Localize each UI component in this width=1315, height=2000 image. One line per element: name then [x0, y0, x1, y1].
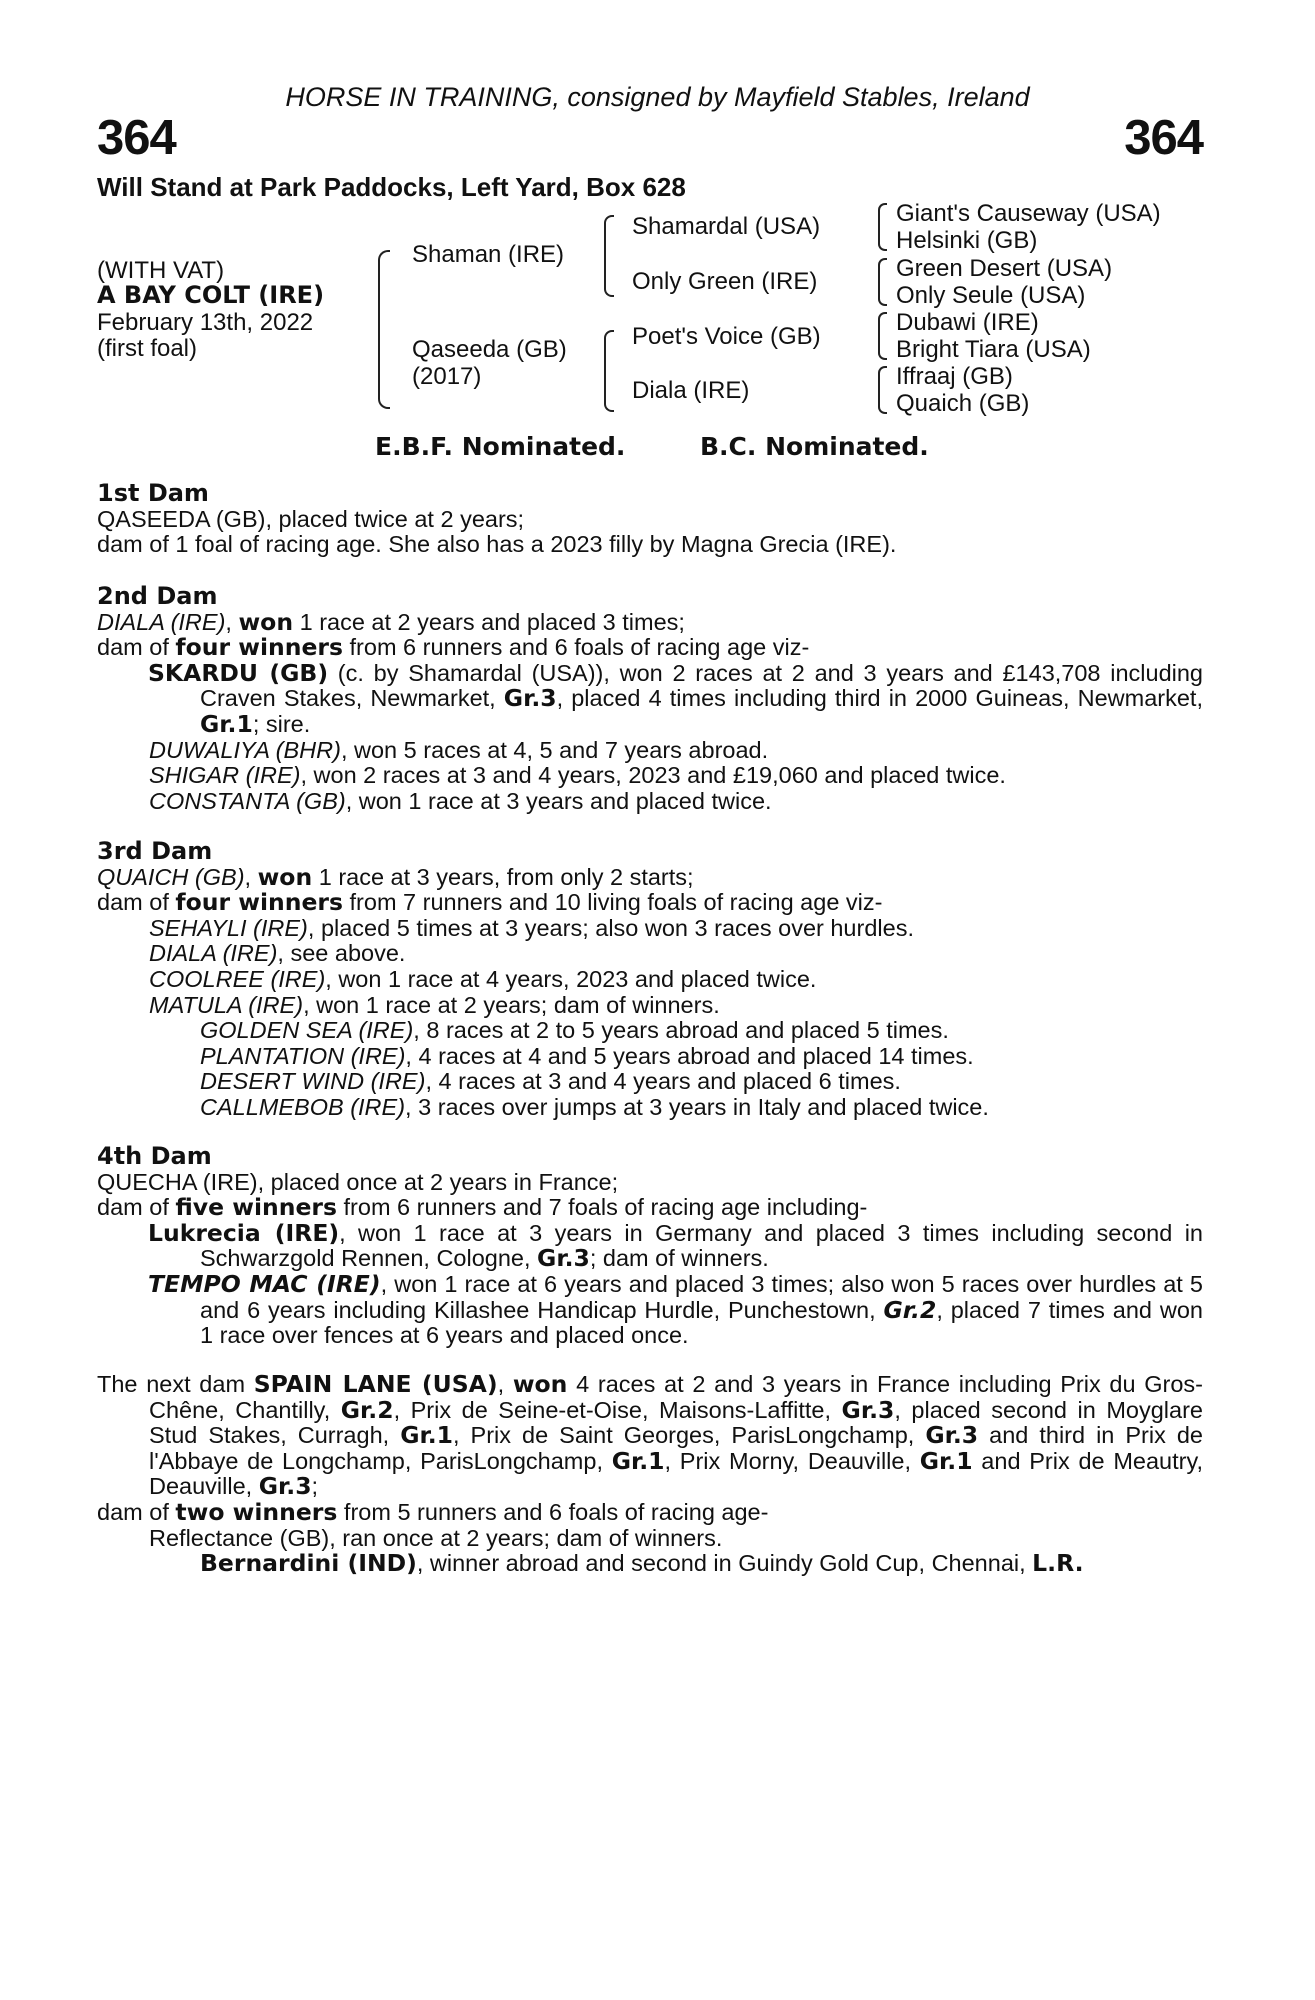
lot-number-right: 364	[1124, 111, 1203, 165]
next-dam-section	[97, 1372, 1203, 1577]
third-dam-heading: 3rd Dam	[97, 837, 213, 865]
coolree-entry: COOLREE (IRE), won 1 race at 4 years, 2023 and placed twice.	[149, 965, 817, 992]
golden-sea-entry: GOLDEN SEA (IRE), 8 races at 2 to 5 years abroad and placed 5 times.	[200, 1017, 949, 1044]
pedigree-brace-g1	[878, 203, 887, 251]
next-dam-produce: dam of two winners from 5 runners and 6 foals of racing age-	[97, 1497, 769, 1526]
dam-dam: Diala (IRE)	[632, 377, 750, 404]
lukrecia-entry: Lukrecia (IRE), won 1 race at 3 years in Germany and placed 3 times including second in Schwarzgold Rennen, Cologne, Gr.3; dam of winners.	[148, 1218, 1203, 1273]
first-dam-line: QASEEDA (GB), placed twice at 2 years;	[97, 505, 525, 532]
first-dam-section	[97, 481, 1203, 558]
sire-dam: Only Green (IRE)	[632, 268, 818, 295]
second-dam-heading: 2nd Dam	[97, 582, 218, 610]
plantation-entry: PLANTATION (IRE), 4 races at 4 and 5 years abroad and placed 14 times.	[200, 1042, 974, 1069]
pedigree-brace-dam	[604, 330, 614, 412]
first-dam-produce: dam of 1 foal of racing age. She also has a 2023 filly by Magna Grecia (IRE).	[97, 531, 897, 558]
fourth-dam-line: QUECHA (IRE), placed once at 2 years in France;	[97, 1168, 619, 1195]
lot-number-left: 364	[97, 111, 176, 165]
sire-sire: Shamardal (USA)	[632, 213, 821, 240]
dam-year: (2017)	[412, 363, 482, 390]
second-dam-produce: dam of four winners from 6 runners and 6 foals of racing age viz-	[97, 633, 810, 662]
grandsire-4: Iffraaj (GB)	[896, 363, 1013, 390]
third-dam-section	[97, 839, 1203, 1121]
foaling-date: February 13th, 2022	[97, 309, 314, 336]
dam-sire: Poet's Voice (GB)	[632, 323, 821, 350]
pedigree-brace-g2	[878, 258, 887, 306]
winners-count: four winners	[175, 633, 343, 662]
third-dam-produce: dam of four winners from 7 runners and 10 living foals of racing age viz-	[97, 888, 883, 917]
shigar-entry: SHIGAR (IRE), won 2 races at 3 and 4 years, 2023 and £19,060 and placed twice.	[149, 762, 1006, 789]
reflectance-entry: Reflectance (GB), ran once at 2 years; dam of winners.	[149, 1524, 723, 1551]
pedigree-brace-g3	[878, 312, 887, 360]
pedigree-brace-main	[378, 250, 390, 409]
vat-note: (WITH VAT)	[97, 257, 225, 284]
next-dam-line: The next dam SPAIN LANE (USA), won 4 races at 2 and 3 years in France including Prix du Gros-Chêne, Chantilly, Gr.2, Prix de Seine-et-Oise, Maisons-Laffitte, Gr.3, placed second in Moyglare Stud Stakes, Curragh, Gr.1, Prix de Saint Georges, ParisLongchamp, Gr.3 and third in Prix de l'Abbaye de Longchamp, ParisLongchamp, Gr.1, Prix Morny, Deauville, Gr.1 and Prix de Meautry, Deauville, Gr.3;	[97, 1370, 1204, 1501]
skardu-name: SKARDU (GB)	[148, 658, 329, 687]
granddam-3: Bright Tiara (USA)	[896, 336, 1091, 363]
first-dam-heading: 1st Dam	[97, 479, 209, 507]
foal-note: (first foal)	[97, 335, 198, 362]
grandsire-1: Giant's Causeway (USA)	[896, 200, 1161, 227]
sehayli-entry: SEHAYLI (IRE), placed 5 times at 3 years; also won 3 races over hurdles.	[149, 914, 914, 941]
tempo-mac-entry: TEMPO MAC (IRE), won 1 race at 6 years and placed 3 times; also won 5 races over hurdles at 5 and 6 years including Killashee Handicap Hurdle, Punchestown, Gr.2, placed 7 times and won 1 race over fences at 6 years and placed once.	[148, 1269, 1203, 1349]
second-dam-section	[97, 584, 1203, 814]
bernardini-entry: Bernardini (IND), winner abroad and second in Guindy Gold Cup, Chennai, L.R.	[200, 1549, 1084, 1578]
pedigree-brace-g4	[878, 366, 887, 414]
duwaliya-entry: DUWALIYA (BHR), won 5 races at 4, 5 and 7 years abroad.	[149, 736, 769, 763]
matula-entry: MATULA (IRE), won 1 race at 2 years; dam of winners.	[149, 991, 720, 1018]
catalogue-header: HORSE IN TRAINING, consigned by Mayfield Stables, Ireland	[285, 82, 1030, 112]
fourth-dam-produce: dam of five winners from 6 runners and 7 foals of racing age including-	[97, 1193, 868, 1222]
second-dam-line: DIALA (IRE), won 1 race at 2 years and placed 3 times;	[97, 607, 685, 636]
horse-name: A BAY COLT (IRE)	[97, 281, 325, 309]
grandsire-2: Green Desert (USA)	[896, 255, 1113, 282]
sire: Shaman (IRE)	[412, 241, 565, 268]
skardu-entry: SKARDU (GB) (c. by Shamardal (USA)), won 2 races at 2 and 3 years and £143,708 including Craven Stakes, Newmarket, Gr.3, placed 4 times including third in 2000 Guineas, Newmarket, Gr.1; sire.	[148, 658, 1203, 738]
fourth-dam-heading: 4th Dam	[97, 1142, 212, 1170]
granddam-1: Helsinki (GB)	[896, 227, 1038, 254]
won-label: won	[238, 607, 294, 636]
second-dam-name: DIALA (IRE)	[97, 608, 226, 635]
third-dam-line: QUAICH (GB), won 1 race at 3 years, from only 2 starts;	[97, 862, 694, 891]
granddam-2: Only Seule (USA)	[896, 282, 1086, 309]
third-dam-name: QUAICH (GB)	[97, 863, 245, 890]
grandsire-3: Dubawi (IRE)	[896, 309, 1039, 336]
stand-location: Will Stand at Park Paddocks, Left Yard, Box 628	[97, 172, 686, 202]
ebf-nomination: E.B.F. Nominated.	[375, 432, 626, 461]
desert-wind-entry: DESERT WIND (IRE), 4 races at 3 and 4 years and placed 6 times.	[200, 1068, 901, 1095]
constanta-entry: CONSTANTA (GB), won 1 race at 3 years and placed twice.	[149, 787, 772, 814]
dam: Qaseeda (GB)	[412, 336, 567, 363]
bc-nomination: B.C. Nominated.	[700, 432, 929, 461]
diala-entry: DIALA (IRE), see above.	[149, 940, 406, 967]
pedigree-brace-sire	[604, 215, 614, 297]
granddam-4: Quaich (GB)	[896, 390, 1030, 417]
callmebob-entry: CALLMEBOB (IRE), 3 races over jumps at 3 years in Italy and placed twice.	[200, 1093, 989, 1120]
next-dam-name: SPAIN LANE (USA)	[253, 1370, 498, 1398]
fourth-dam-section	[97, 1144, 1203, 1349]
